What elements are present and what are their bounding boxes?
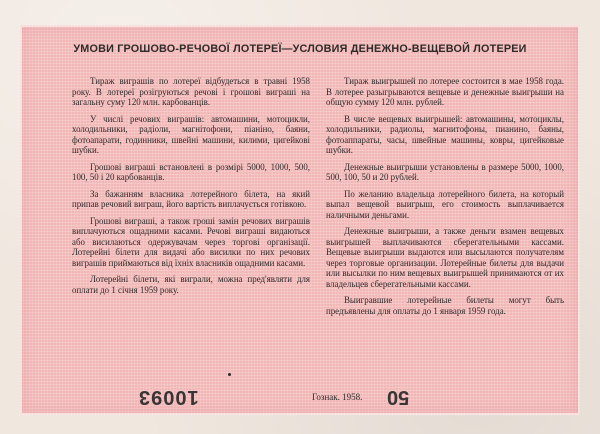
- serial-number: 10093: [138, 386, 199, 408]
- ua-paragraph: Грошові виграші, а також гроші замін речових виграшів виплачуються ощадними касами. Речові виграші видаються або висилаються одержувачам через торгові організації. Лотерейні білети для видачі або висилки по них речових виграшів приймаються від їхніх власників ощадними касами.: [72, 215, 310, 268]
- ua-paragraph: Тираж виграшів по лотереї відбудеться в травні 1958 року. В лотереї розігруються речові і грошові виграші на загальну суму 120 млн. карбованців.: [72, 76, 310, 107]
- printer-mark: Гознак. 1958.: [312, 392, 363, 402]
- ua-paragraph: За бажанням власника лотерейного білета, на який припав речовий виграш, його вартість виплачується готівкою.: [72, 188, 310, 209]
- ru-paragraph: Тираж выигрышей по лотерее состоится в мае 1958 года. В лотерее разыгрываются вещевые и денежные выигрыши на общую сумму 120 млн. рублей.: [326, 76, 564, 107]
- ua-paragraph: У числі речових виграшів: автомашини, мотоцикли, холодильники, радіоли, магнітофони, піаніно, баяни, фотоапарати, годинники, швейні машини, килими, цигейкові шубки.: [72, 113, 310, 155]
- russian-conditions-column: [326, 76, 564, 322]
- ua-paragraph: Грошові виграші встановлені в розмірі 5000, 1000, 500, 100, 50 і 20 карбованців.: [72, 161, 310, 182]
- ru-paragraph: По желанию владельца лотерейного билета, на который выпал вещевой выигрыш, его стоимость выплачивается наличными деньгами.: [326, 188, 564, 220]
- ru-paragraph: Денежные выигрыши установлены в размере 5000, 1000, 500, 100, 50 и 20 рублей.: [326, 161, 564, 182]
- pink-text-panel: [20, 25, 580, 415]
- ru-paragraph: Денежные выигрыши, а также деньги взамен вещевых выигрышей выплачиваются сберегательными кассами. Вещевые выигрыши выдаются или высылаются получателям через торговые организации. Лотерейные билеты для выдачи или высылки по ним вещевых выигрышей принимаются от их владельцев сберегательными кассами.: [326, 226, 564, 289]
- ru-paragraph: В числе вещевых выигрышей: автомашины, мотоциклы, холодильники, радиолы, магнитофоны, пианино, баяны, фотоаппараты, часы, швейные машины, ковры, цигейковые шубки.: [326, 113, 564, 155]
- ukrainian-conditions-column: [72, 76, 310, 301]
- ua-paragraph: Лотерейні білети, які виграли, можна пред'являти для оплати до 1 січня 1959 року.: [72, 274, 310, 295]
- ink-dot: [228, 373, 231, 376]
- series-number: 50: [387, 386, 410, 408]
- ru-paragraph: Выигравшие лотерейные билеты могут быть предъявлены для оплаты до 1 января 1959 года.: [326, 295, 564, 316]
- conditions-title: УМОВИ ГРОШОВО-РЕЧОВОЇ ЛОТЕРЕЇ—УСЛОВИЯ ДЕНЕЖНО-ВЕЩЕВОЙ ЛОТЕРЕИ: [73, 43, 527, 55]
- ticket-footer: [20, 385, 580, 411]
